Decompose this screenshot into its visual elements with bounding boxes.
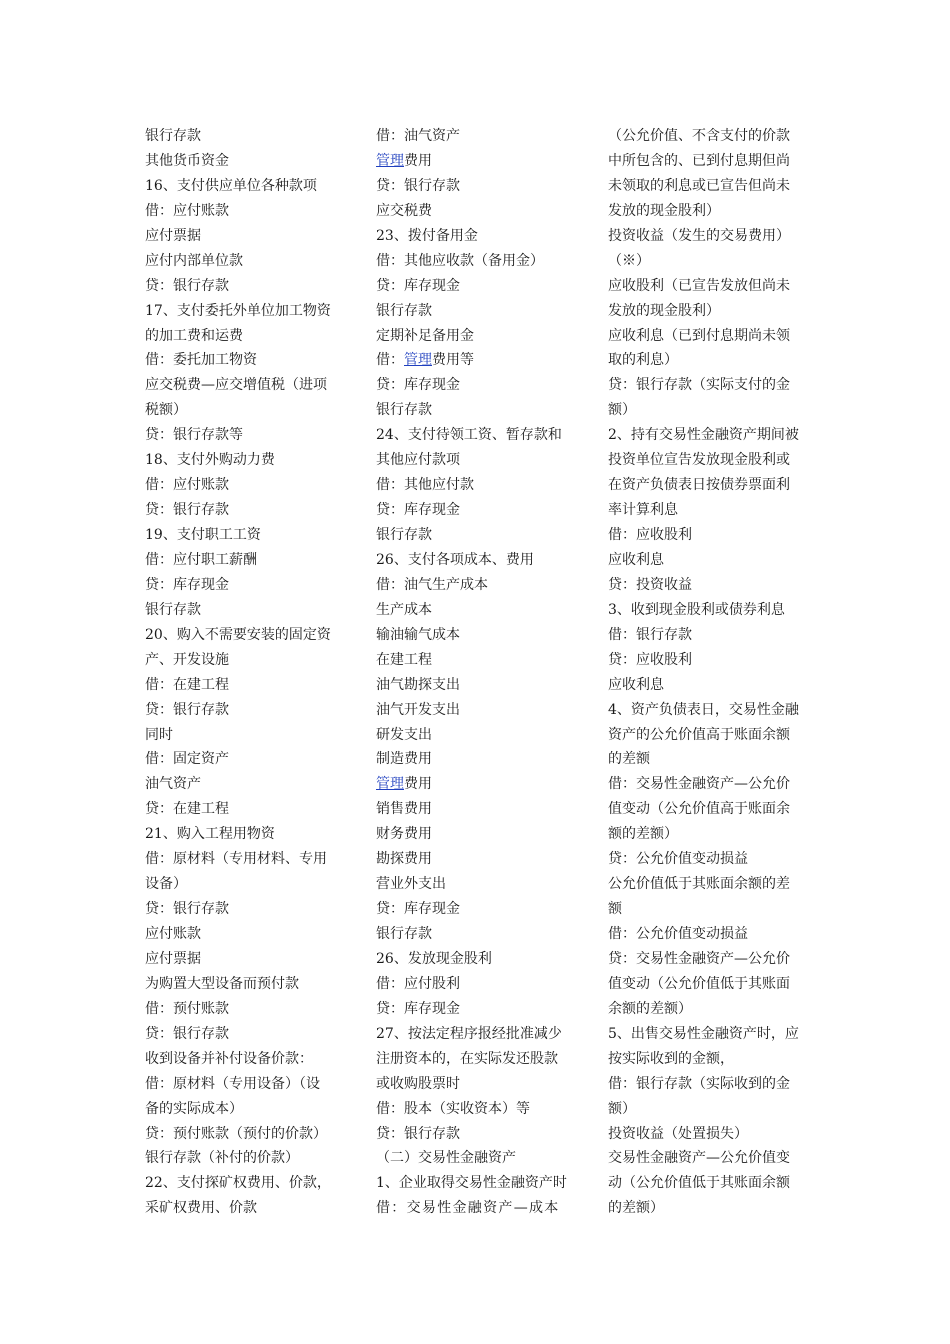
line-text: 应付内部单位款 — [145, 252, 243, 269]
line-text: 油气开发支出 — [376, 701, 460, 718]
line-text: 借：公允价值变动损益 — [608, 926, 748, 942]
line-text: 备的实际成本） — [145, 1100, 243, 1117]
text-line — [608, 822, 814, 847]
text-line — [376, 872, 582, 897]
text-line — [608, 747, 814, 772]
text-line — [376, 1022, 582, 1047]
line-text: 借：应付股利 — [376, 975, 460, 992]
text-line — [376, 523, 582, 548]
line-text: 注册资本的，在实际发还股款 — [376, 1050, 558, 1067]
text-line — [608, 997, 814, 1022]
line-text: 26、支付各项成本、费用 — [376, 551, 534, 568]
line-text: 借：银行存款 — [608, 626, 692, 643]
line-text: 贷：银行存款 — [145, 277, 229, 294]
line-text: 贷：银行存款 — [376, 177, 460, 194]
line-text: 采矿权费用、价款 — [145, 1200, 257, 1217]
line-text: 设备） — [145, 876, 187, 893]
line-text: 投资收益（处置损失） — [608, 1125, 748, 1142]
line-text: 财务费用 — [376, 826, 432, 843]
text-line — [145, 224, 351, 249]
line-text: 23、拨付备用金 — [376, 227, 478, 244]
text-line — [608, 922, 814, 947]
text-line — [145, 199, 351, 224]
line-text: 投资收益（发生的交易费用） — [608, 227, 790, 244]
line-text: 借：交易性金融资产—公允价 — [608, 776, 790, 793]
text-line — [608, 797, 814, 822]
line-text: 应交税费 — [376, 202, 432, 219]
text-line — [608, 398, 814, 423]
line-text: 贷：银行存款 — [145, 1025, 229, 1042]
line-text: （公允价值、不含支付的价款 — [608, 128, 790, 144]
line-text: 借：股本（实收资本）等 — [376, 1100, 530, 1117]
text-line — [608, 648, 814, 673]
line-text: 银行存款 — [376, 527, 432, 543]
text-line — [608, 224, 814, 249]
line-text: （※） — [608, 252, 650, 269]
text-line — [376, 1146, 582, 1171]
text-line — [376, 473, 582, 498]
text-line[interactable] — [376, 149, 582, 174]
line-text: 借：应付账款 — [145, 202, 229, 219]
line-text: 产、开发设施 — [145, 651, 229, 668]
line-text: 额 — [608, 901, 622, 918]
text-line — [608, 1097, 814, 1122]
text-line — [376, 324, 582, 349]
text-line — [145, 1047, 351, 1072]
line-text: 发放的现金股利） — [608, 302, 720, 319]
text-line — [608, 598, 814, 623]
text-line — [608, 174, 814, 199]
text-line — [145, 1122, 351, 1147]
line-text: 贷：预付账款（预付的价款） — [145, 1125, 327, 1142]
line-text: 其他货币资金 — [145, 152, 229, 169]
text-line — [376, 1171, 582, 1196]
text-line — [145, 1196, 351, 1221]
text-line — [608, 473, 814, 498]
line-text: 收到设备并补付设备价款： — [145, 1050, 313, 1067]
text-line — [376, 897, 582, 922]
text-line — [376, 423, 582, 448]
text-line — [145, 1146, 351, 1171]
line-text: 借：其他应收款（备用金） — [376, 252, 544, 269]
text-line — [608, 1146, 814, 1171]
line-text: 额的差额） — [608, 826, 678, 843]
text-line — [145, 747, 351, 772]
text-line — [608, 274, 814, 299]
text-line — [608, 1122, 814, 1147]
line-text: 在资产负债表日按债券票面利 — [608, 477, 790, 494]
text-line — [376, 797, 582, 822]
text-line — [376, 1072, 582, 1097]
line-text: 19、支付职工工资 — [145, 527, 261, 543]
text-line — [608, 947, 814, 972]
text-line — [376, 723, 582, 748]
text-line — [376, 199, 582, 224]
line-text: 未领取的利息或已宣告但尚未 — [608, 177, 790, 194]
text-line — [376, 1097, 582, 1122]
text-line — [145, 1022, 351, 1047]
line-text: 银行存款 — [376, 402, 432, 419]
text-line — [145, 673, 351, 698]
line-text: 额） — [608, 1100, 636, 1117]
line-text: 21、购入工程用物资 — [145, 826, 275, 843]
text-line — [145, 1072, 351, 1097]
line-text: 银行存款 — [145, 601, 201, 618]
line-text: 率计算利息 — [608, 502, 678, 519]
text-line — [608, 448, 814, 473]
line-text: 的差额） — [608, 1200, 664, 1217]
text-line — [145, 423, 351, 448]
line-text: 20、购入不需要安装的固定资 — [145, 626, 331, 643]
text-line — [608, 1196, 814, 1221]
text-line — [145, 772, 351, 797]
hyperlink-management[interactable]: 管理 — [376, 776, 404, 793]
text-line — [145, 498, 351, 523]
text-line — [608, 972, 814, 997]
text-line — [376, 299, 582, 324]
line-text: 应收利息 — [608, 676, 664, 693]
line-text: 借：交易性金融资产—成本 — [376, 1200, 560, 1217]
text-line — [376, 947, 582, 972]
text-line — [145, 897, 351, 922]
line-text: 借：应付职工薪酬 — [145, 551, 257, 568]
line-text: 发放的现金股利） — [608, 202, 720, 219]
text-line — [376, 174, 582, 199]
text-line — [145, 548, 351, 573]
text-line — [145, 972, 351, 997]
line-text: 中所包含的、已到付息期但尚 — [608, 152, 790, 169]
line-text: 借：在建工程 — [145, 676, 229, 693]
text-line — [608, 847, 814, 872]
text-line — [145, 947, 351, 972]
text-line — [145, 997, 351, 1022]
line-text: 或收购股票时 — [376, 1075, 460, 1092]
line-text: 额） — [608, 402, 636, 419]
text-line — [376, 698, 582, 723]
line-text: 取的利息） — [608, 352, 678, 369]
text-column-3 — [608, 124, 814, 1221]
line-text: 贷：银行存款（实际支付的金 — [608, 377, 790, 394]
line-text: 借：银行存款（实际收到的金 — [608, 1075, 790, 1092]
text-line[interactable] — [376, 348, 582, 373]
text-line — [145, 922, 351, 947]
line-text: 借：委托加工物资 — [145, 352, 257, 369]
line-text: 应付账款 — [145, 926, 201, 942]
text-line — [376, 274, 582, 299]
line-text: 油气勘探支出 — [376, 676, 460, 693]
text-line — [145, 623, 351, 648]
text-line — [376, 673, 582, 698]
line-text: 26、发放现金股利 — [376, 950, 492, 967]
line-text: 22、支付探矿权费用、价款， — [145, 1175, 331, 1192]
line-text: 的差额 — [608, 751, 650, 768]
hyperlink-management[interactable]: 管理 — [404, 352, 432, 369]
line-text: 27、按法定程序报经批准减少 — [376, 1025, 562, 1042]
line-text: 研发支出 — [376, 726, 432, 743]
line-text: 营业外支出 — [376, 876, 446, 893]
line-text: （二）交易性金融资产 — [376, 1150, 516, 1167]
text-line — [376, 747, 582, 772]
text-line — [376, 822, 582, 847]
line-text: 应付票据 — [145, 227, 201, 244]
line-text: 5、出售交易性金融资产时，应 — [608, 1025, 799, 1042]
line-text: 勘探费用 — [376, 851, 432, 868]
text-line — [608, 324, 814, 349]
line-text: 制造费用 — [376, 751, 432, 768]
line-text: 生产成本 — [376, 601, 432, 618]
line-text: 24、支付待领工资、暂存款和 — [376, 427, 562, 444]
line-text: 18、支付外购动力费 — [145, 452, 275, 469]
text-line — [376, 124, 582, 149]
line-text: 余额的差额） — [608, 1000, 692, 1017]
line-text: 贷：银行存款 — [145, 701, 229, 718]
text-line — [145, 373, 351, 398]
line-text: 资产的公允价值高于账面余额 — [608, 726, 790, 743]
line-text: 借：原材料（专用设备）（设 — [145, 1075, 320, 1092]
text-line — [608, 1072, 814, 1097]
line-text: 贷：库存现金 — [376, 377, 460, 394]
text-line — [376, 573, 582, 598]
line-text: 交易性金融资产—公允价值变 — [608, 1150, 790, 1167]
line-text: 借：油气资产 — [376, 128, 460, 144]
line-text: 费用 — [404, 152, 432, 169]
text-line — [145, 872, 351, 897]
text-line — [376, 648, 582, 673]
text-line — [145, 299, 351, 324]
line-text: 贷：库存现金 — [376, 1000, 460, 1017]
line-text: 应收利息（已到付息期尚未领 — [608, 327, 790, 344]
text-line[interactable] — [376, 772, 582, 797]
text-line — [376, 972, 582, 997]
line-text: 借：油气生产成本 — [376, 576, 488, 593]
text-line — [145, 149, 351, 174]
text-line — [376, 249, 582, 274]
line-text: 借：预付账款 — [145, 1000, 229, 1017]
text-line — [376, 997, 582, 1022]
text-line — [608, 573, 814, 598]
line-text: 银行存款（补付的价款） — [145, 1150, 299, 1167]
line-text: 贷：交易性金融资产—公允价 — [608, 950, 790, 967]
line-text: 17、支付委托外单位加工物资 — [145, 302, 331, 319]
text-line — [608, 723, 814, 748]
text-line — [608, 149, 814, 174]
line-text: 贷：在建工程 — [145, 801, 229, 818]
text-line — [145, 648, 351, 673]
text-line — [376, 498, 582, 523]
text-line — [145, 523, 351, 548]
line-text: 费用 — [404, 776, 432, 793]
line-text: 3、收到现金股利或债券利息 — [608, 601, 785, 618]
text-line — [376, 1047, 582, 1072]
line-text: 应交税费—应交增值税（进项 — [145, 377, 327, 394]
line-text: 贷：库存现金 — [376, 502, 460, 519]
line-text: 借：应付账款 — [145, 477, 229, 494]
line-text: 4、资产负债表日，交易性金融 — [608, 701, 799, 718]
line-text: 贷：银行存款 — [376, 1125, 460, 1142]
text-line — [376, 398, 582, 423]
text-line — [145, 448, 351, 473]
text-line — [145, 573, 351, 598]
text-line — [608, 348, 814, 373]
line-text: 贷：银行存款等 — [145, 427, 243, 444]
text-line — [145, 723, 351, 748]
text-line — [608, 124, 814, 149]
text-line — [608, 1047, 814, 1072]
line-text: 贷：银行存款 — [145, 901, 229, 918]
text-line — [145, 274, 351, 299]
text-line — [145, 598, 351, 623]
text-line — [608, 872, 814, 897]
line-text: 贷：投资收益 — [608, 576, 692, 593]
text-line — [376, 548, 582, 573]
text-line — [145, 847, 351, 872]
line-prefix: 借： — [376, 352, 404, 369]
text-line — [608, 673, 814, 698]
line-text: 输油输气成本 — [376, 626, 460, 643]
text-column-2 — [376, 124, 582, 1221]
text-line — [145, 348, 351, 373]
text-line — [608, 249, 814, 274]
text-line — [145, 698, 351, 723]
text-line — [376, 224, 582, 249]
text-line — [608, 498, 814, 523]
text-line — [608, 1022, 814, 1047]
line-text: 借：应收股利 — [608, 527, 692, 543]
text-line — [145, 1171, 351, 1196]
line-text: 其他应付款项 — [376, 452, 460, 469]
hyperlink-management[interactable]: 管理 — [376, 152, 404, 169]
line-text: 投资单位宣告发放现金股利或 — [608, 452, 790, 469]
text-line — [376, 598, 582, 623]
text-column-1 — [145, 124, 351, 1221]
line-text: 借：固定资产 — [145, 751, 229, 768]
line-text: 值变动（公允价值低于其账面 — [608, 975, 790, 992]
text-line — [608, 1171, 814, 1196]
text-line — [376, 922, 582, 947]
line-text: 贷：库存现金 — [376, 277, 460, 294]
line-text: 应收股利（已宣告发放但尚未 — [608, 277, 790, 294]
text-line — [376, 847, 582, 872]
line-text: 定期补足备用金 — [376, 327, 474, 344]
line-text: 在建工程 — [376, 651, 432, 668]
line-text: 为购置大型设备而预付款 — [145, 975, 299, 992]
line-text: 应付票据 — [145, 950, 201, 967]
text-line — [145, 174, 351, 199]
text-line — [145, 797, 351, 822]
line-text: 值变动（公允价值高于账面余 — [608, 801, 790, 818]
line-text: 按实际收到的金额， — [608, 1050, 734, 1067]
line-text: 的加工费和运费 — [145, 327, 243, 344]
line-text: 公允价值低于其账面余额的差 — [608, 876, 790, 893]
text-line — [145, 473, 351, 498]
line-text: 银行存款 — [376, 302, 432, 319]
text-line — [145, 249, 351, 274]
text-line — [608, 423, 814, 448]
text-line — [608, 373, 814, 398]
line-text: 费用等 — [432, 352, 474, 369]
text-line — [145, 398, 351, 423]
text-line — [376, 448, 582, 473]
line-text: 销售费用 — [376, 801, 432, 818]
text-line — [376, 373, 582, 398]
line-text: 银行存款 — [145, 128, 201, 144]
line-text: 同时 — [145, 726, 173, 743]
line-text: 16、支付供应单位各种款项 — [145, 177, 317, 194]
line-text: 贷：公允价值变动损益 — [608, 851, 748, 868]
text-line — [608, 548, 814, 573]
line-text: 贷：库存现金 — [145, 576, 229, 593]
text-line — [608, 897, 814, 922]
text-line — [145, 124, 351, 149]
line-text: 银行存款 — [376, 926, 432, 942]
text-line — [608, 523, 814, 548]
line-text: 贷：应收股利 — [608, 651, 692, 668]
line-text: 贷：库存现金 — [376, 901, 460, 918]
text-line — [376, 623, 582, 648]
text-line — [376, 1196, 582, 1221]
line-text: 动（公允价值低于其账面余额 — [608, 1175, 790, 1192]
text-line — [145, 1097, 351, 1122]
text-line — [608, 772, 814, 797]
text-line — [376, 1122, 582, 1147]
text-line — [608, 623, 814, 648]
line-text: 油气资产 — [145, 776, 201, 793]
line-text: 应收利息 — [608, 551, 664, 568]
line-text: 借：原材料（专用材料、专用 — [145, 851, 327, 868]
line-text: 借：其他应付款 — [376, 477, 474, 494]
text-line — [145, 822, 351, 847]
line-text: 税额） — [145, 402, 187, 419]
text-line — [608, 199, 814, 224]
line-text: 2、持有交易性金融资产期间被 — [608, 427, 799, 444]
line-text: 1、企业取得交易性金融资产时 — [376, 1175, 567, 1192]
text-line — [608, 698, 814, 723]
text-line — [608, 299, 814, 324]
text-line — [145, 324, 351, 349]
line-text: 贷：银行存款 — [145, 502, 229, 519]
